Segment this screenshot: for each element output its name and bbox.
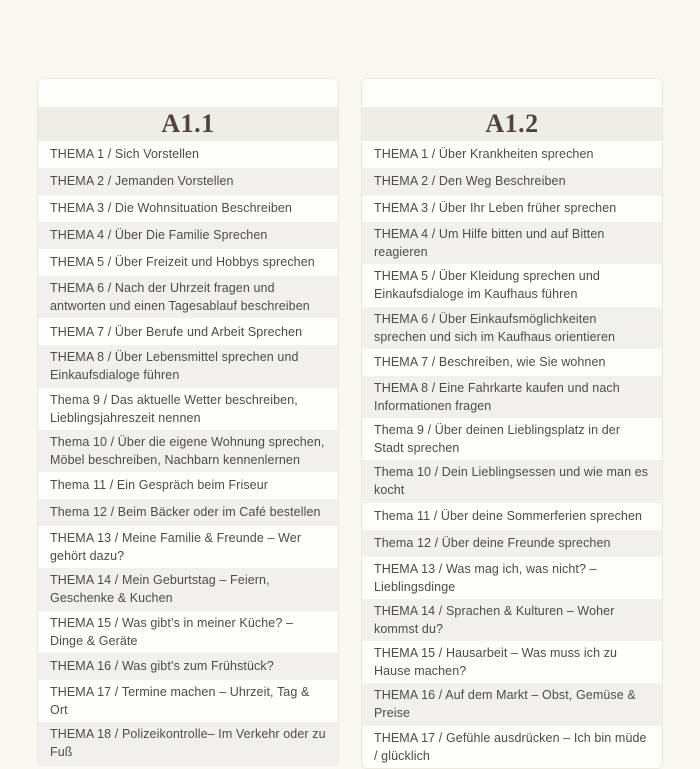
topic-label: THEMA 18 / Polizeikontrolle– Im Verkehr oder zu Fuß — [50, 727, 326, 760]
topic-label: THEMA 4 / Über Die Familie Sprechen — [50, 228, 268, 243]
topic-row — [362, 641, 662, 683]
topic-label: THEMA 17 / Termine machen – Uhrzeit, Tag & Ort — [50, 684, 310, 717]
topic-row — [362, 460, 662, 502]
topic-row — [362, 222, 662, 264]
topic-label: THEMA 3 / Die Wohnsituation Beschreiben — [50, 201, 292, 216]
topic-label: THEMA 1 / Über Krankheiten sprechen — [374, 147, 594, 162]
topic-row — [362, 726, 662, 768]
topic-row — [38, 526, 338, 568]
topic-row — [38, 249, 338, 276]
topic-row — [38, 680, 338, 722]
topic-row — [38, 653, 338, 680]
topic-label: THEMA 4 / Um Hilfe bitten und auf Bitten reagieren — [374, 227, 605, 260]
topic-label: Thema 10 / Über die eigene Wohnung sprechen, Möbel beschreiben, Nachbarn kennenlernen — [50, 434, 325, 467]
topic-label: THEMA 1 / Sich Vorstellen — [50, 147, 200, 162]
topic-label: THEMA 3 / Über Ihr Leben früher sprechen — [374, 201, 617, 216]
topic-row — [38, 345, 338, 387]
topic-row — [362, 141, 662, 168]
topic-label: THEMA 13 / Meine Familie & Freunde – Wer gehört dazu? — [50, 531, 302, 564]
topic-row — [362, 349, 662, 376]
topic-row — [362, 683, 662, 725]
topic-label: THEMA 17 / Gefühle ausdrücken – Ich bin müde / glücklich — [374, 730, 647, 763]
table-title-a1-1: A1.1 — [161, 109, 215, 138]
topic-row — [38, 195, 338, 222]
topic-label: THEMA 14 / Sprachen & Kulturen – Woher kommst du? — [374, 603, 615, 636]
topic-label: THEMA 7 / Beschreiben, wie Sie wohnen — [374, 355, 606, 370]
topic-label: THEMA 15 / Hausarbeit – Was muss ich zu Hause machen? — [374, 646, 618, 679]
topic-row — [38, 611, 338, 653]
topic-row — [38, 141, 338, 168]
topic-row-list — [362, 141, 662, 768]
topic-label: Thema 9 / Über deinen Lieblingsplatz in der Stadt sprechen — [374, 423, 621, 456]
topic-row — [362, 195, 662, 222]
topic-row — [362, 168, 662, 195]
table-header-a1-1 — [38, 107, 338, 141]
topic-row — [362, 418, 662, 460]
topic-label: THEMA 2 / Den Weg Beschreiben — [374, 174, 566, 189]
topic-row — [362, 376, 662, 418]
topic-label: THEMA 5 / Über Freizeit und Hobbys sprechen — [50, 255, 315, 270]
topic-label: THEMA 16 / Was gibt’s zum Frühstück? — [50, 659, 274, 674]
topic-row — [362, 599, 662, 641]
topic-label: THEMA 13 / Was mag ich, was nicht? – Lieblingsdinge — [374, 561, 597, 594]
topic-row — [362, 307, 662, 349]
table-top-spacer-row — [38, 79, 338, 107]
curriculum-table-a1-2 — [361, 78, 663, 769]
topic-label: Thema 12 / Über deine Freunde sprechen — [374, 535, 611, 550]
topic-label: Thema 12 / Beim Bäcker oder im Café bestellen — [50, 505, 321, 520]
topic-row — [362, 557, 662, 599]
topic-row — [38, 222, 338, 249]
topic-row — [38, 388, 338, 430]
topic-row — [38, 168, 338, 195]
topic-label: THEMA 6 / Über Einkaufsmöglichkeiten sprechen und sich im Kaufhaus orientieren — [374, 311, 616, 344]
table-title-a1-2: A1.2 — [485, 109, 539, 138]
topic-row — [362, 530, 662, 557]
topic-row — [38, 276, 338, 318]
topic-row — [362, 503, 662, 530]
topic-label: Thema 9 / Das aktuelle Wetter beschreiben, Lieblingsjahreszeit nennen — [50, 392, 298, 425]
topic-label: Thema 11 / Über deine Sommerferien sprechen — [374, 508, 643, 523]
topic-row — [38, 499, 338, 526]
topic-row — [38, 472, 338, 499]
topic-label: Thema 11 / Ein Gespräch beim Friseur — [50, 478, 269, 493]
topic-label: THEMA 5 / Über Kleidung sprechen und Einkaufsdialoge im Kaufhaus führen — [374, 269, 600, 302]
topic-label: THEMA 14 / Mein Geburtstag – Feiern, Geschenke & Kuchen — [50, 573, 270, 606]
topic-label: THEMA 15 / Was gibt’s in meiner Küche? – Dinge & Geräte — [50, 615, 293, 648]
topic-label: THEMA 7 / Über Berufe und Arbeit Sprechen — [50, 324, 303, 339]
topic-label: THEMA 2 / Jemanden Vorstellen — [50, 174, 234, 189]
topic-row — [38, 318, 338, 345]
topic-label: THEMA 16 / Auf dem Markt – Obst, Gemüse & Preise — [374, 688, 636, 721]
table-header-a1-2 — [362, 107, 662, 141]
topic-row-list — [38, 141, 338, 764]
table-top-spacer-row — [362, 79, 662, 107]
topic-label: THEMA 8 / Eine Fahrkarte kaufen und nach Informationen fragen — [374, 380, 620, 413]
topic-row — [38, 722, 338, 764]
curriculum-table-a1-1 — [37, 78, 339, 765]
topic-row — [38, 568, 338, 610]
topic-label: THEMA 8 / Über Lebensmittel sprechen und Einkaufsdialoge führen — [50, 350, 299, 383]
topic-label: THEMA 6 / Nach der Uhrzeit fragen und antworten und einen Tagesablauf beschreiben — [50, 281, 310, 314]
topic-label: Thema 10 / Dein Lieblingsessen und wie man es kocht — [374, 465, 649, 498]
topic-row — [362, 264, 662, 306]
topic-row — [38, 430, 338, 472]
